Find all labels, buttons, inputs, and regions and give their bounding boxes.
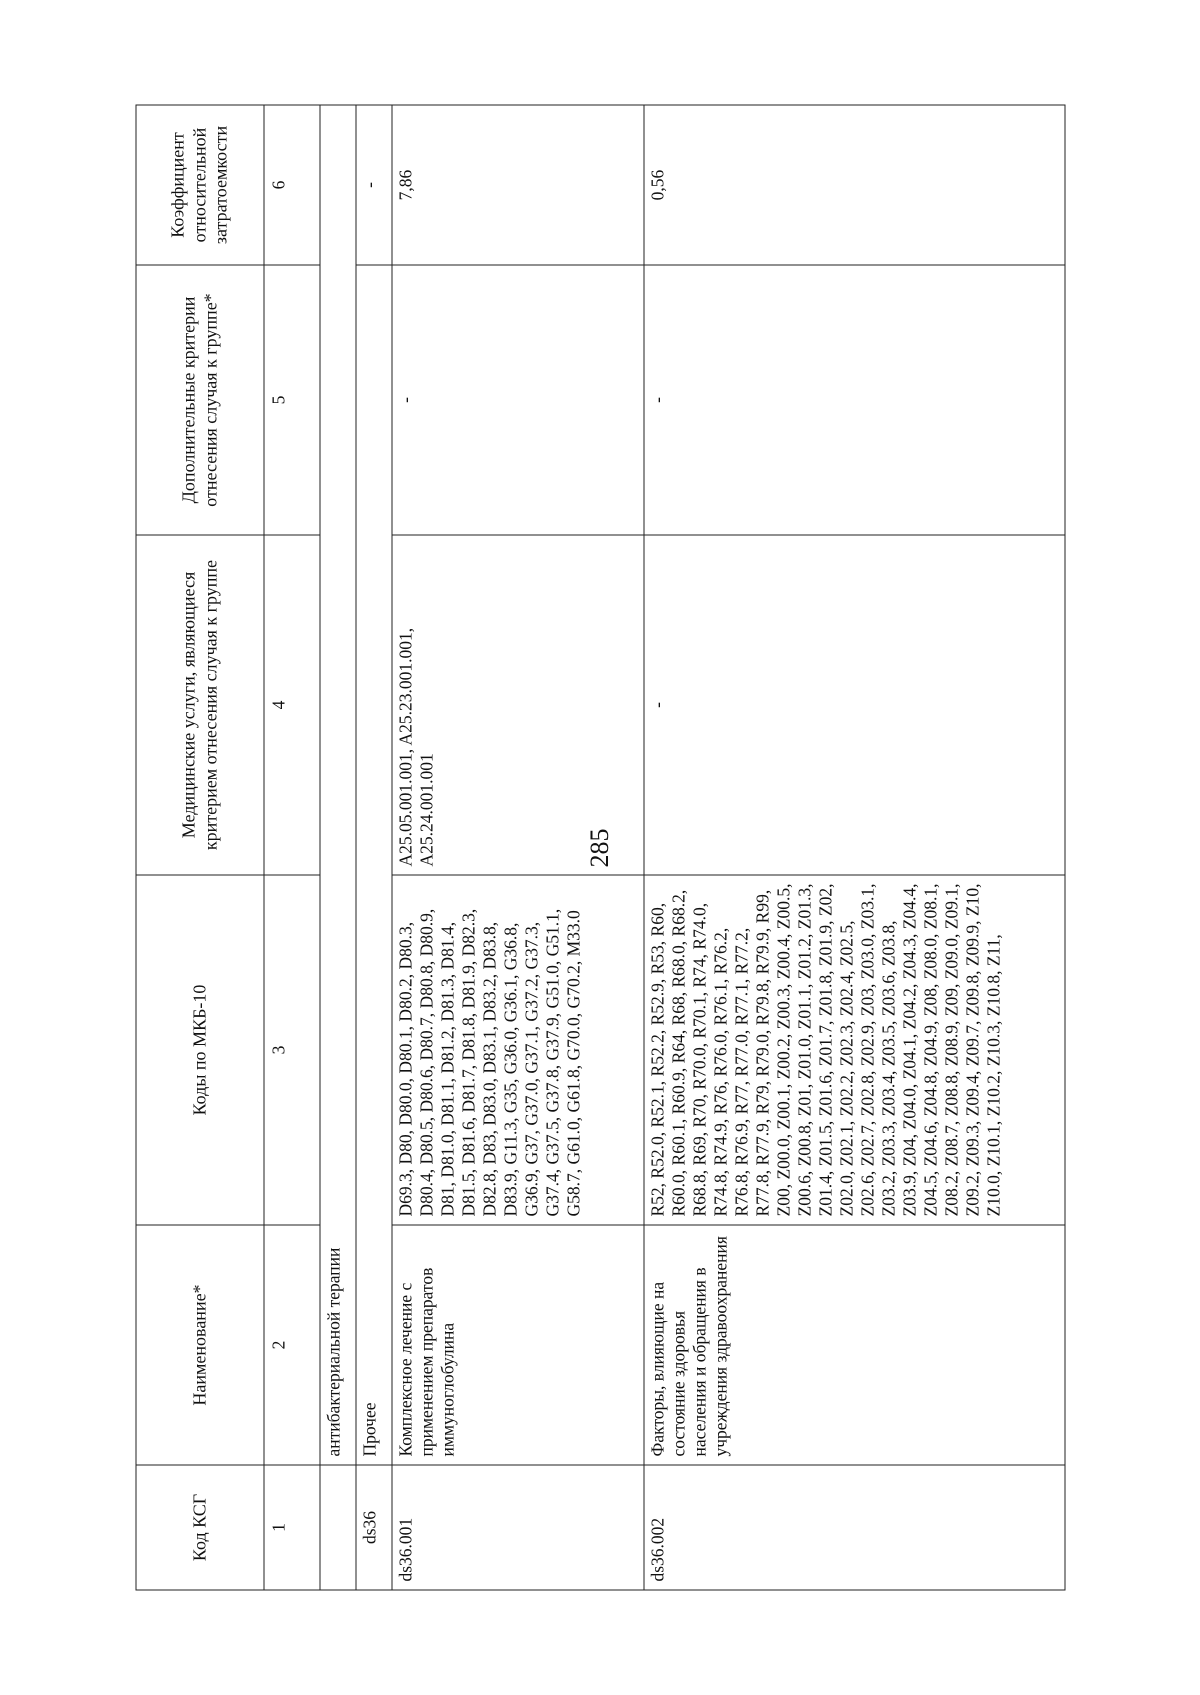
page-number: 285 bbox=[585, 828, 614, 868]
additional-criteria: - bbox=[644, 265, 1065, 535]
group-code: ds36 bbox=[356, 1465, 392, 1590]
coefficient: 0,56 bbox=[644, 105, 1065, 265]
header-mkb-codes: Коды по МКБ-10 bbox=[136, 875, 264, 1225]
column-number: 5 bbox=[264, 265, 320, 535]
column-number: 6 bbox=[264, 105, 320, 265]
rotated-table-container bbox=[135, 106, 1065, 1591]
continuation-code-cell bbox=[320, 1465, 356, 1590]
column-number-row bbox=[264, 105, 320, 1590]
group-coefficient: - bbox=[356, 105, 392, 265]
mkb-codes: D69.3, D80, D80.0, D80.1, D80.2, D80.3, D80.4, D80.5, D80.6, D80.7, D80.8, D80.9, D81, D81.0, D81.1, D81.2, D81.3, D81.4, D81.5, D81.6, D81.7, D81.8, D81.9, D82.3, D82.8, D83, D83.0, D83.1, D83.2, D83.8, D83.9, G11.3, G35, G36.0, G36.1, G36.8, G36.9, G37, G37.0, G37.1, G37.2, G37.3, G37.4, G37.5, G37.8, G37.9, G51.0, G51.1, G58.7, G61.0, G61.8, G70.0, G70.2, M33.0 bbox=[392, 875, 644, 1225]
header-additional-criteria: Дополнительные критерии отнесения случая к группе* bbox=[136, 265, 264, 535]
table-row bbox=[392, 105, 644, 1590]
header-name: Наименование* bbox=[136, 1225, 264, 1465]
column-number: 3 bbox=[264, 875, 320, 1225]
continuation-row bbox=[320, 105, 356, 1590]
table-header-row bbox=[136, 105, 264, 1590]
group-row bbox=[356, 105, 392, 1590]
ksg-code: ds36.001 bbox=[392, 1465, 644, 1590]
group-name: Прочее bbox=[356, 265, 392, 1465]
column-number: 1 bbox=[264, 1465, 320, 1590]
coefficient: 7,86 bbox=[392, 105, 644, 265]
mkb-codes: R52, R52.0, R52.1, R52.2, R52.9, R53, R60, R60.0, R60.1, R60.9, R64, R68, R68.0, R68.2, R68.8, R69, R70, R70.0, R70.1, R74, R74.0, R74.8, R74.9, R76, R76.0, R76.1, R76.2, R76.8, R76.9, R77, R77.0, R77.1, R77.2, R77.8, R77.9, R79, R79.0, R79.8, R79.9, R99, Z00, Z00.0, Z00.1, Z00.2, Z00.3, Z00.4, Z00.5, Z00.6, Z00.8, Z01, Z01.0, Z01.1, Z01.2, Z01.3, Z01.4, Z01.5, Z01.6, Z01.7, Z01.8, Z01.9, Z02, Z02.0, Z02.1, Z02.2, Z02.3, Z02.4, Z02.5, Z02.6, Z02.7, Z02.8, Z02.9, Z03, Z03.0, Z03.1, Z03.2, Z03.3, Z03.4, Z03.5, Z03.6, Z03.8, Z03.9, Z04, Z04.0, Z04.1, Z04.2, Z04.3, Z04.4, Z04.5, Z04.6, Z04.8, Z04.9, Z08, Z08.0, Z08.1, Z08.2, Z08.7, Z08.8, Z08.9, Z09, Z09.0, Z09.1, Z09.2, Z09.3, Z09.4, Z09.7, Z09.8, Z09.9, Z10, Z10.0, Z10.1, Z10.2, Z10.3, Z10.8, Z11, bbox=[644, 875, 1065, 1225]
medical-services: A25.05.001.001, A25.23.001.001, A25.24.001.001 bbox=[392, 535, 644, 875]
header-services: Медицинские услуги, являющиеся критерием отнесения случая к группе bbox=[136, 535, 264, 875]
ksg-code: ds36.002 bbox=[644, 1465, 1065, 1590]
header-ksg-code: Код КСГ bbox=[136, 1465, 264, 1590]
ksg-name: Факторы, влияющие на состояние здоровья населения и обращения в учреждения здравоохранения bbox=[644, 1225, 1065, 1465]
table-row bbox=[644, 105, 1065, 1590]
column-number: 2 bbox=[264, 1225, 320, 1465]
additional-criteria: - bbox=[392, 265, 644, 535]
column-number: 4 bbox=[264, 535, 320, 875]
continuation-name: антибактериальной терапии bbox=[320, 105, 356, 1465]
ksg-table bbox=[135, 105, 1065, 1591]
ksg-name: Комплексное лечение с применением препаратов иммуноглобулина bbox=[392, 1225, 644, 1465]
medical-services: - bbox=[644, 535, 1065, 875]
header-coefficient: Коэффициент относительной затратоемкости bbox=[136, 105, 264, 265]
